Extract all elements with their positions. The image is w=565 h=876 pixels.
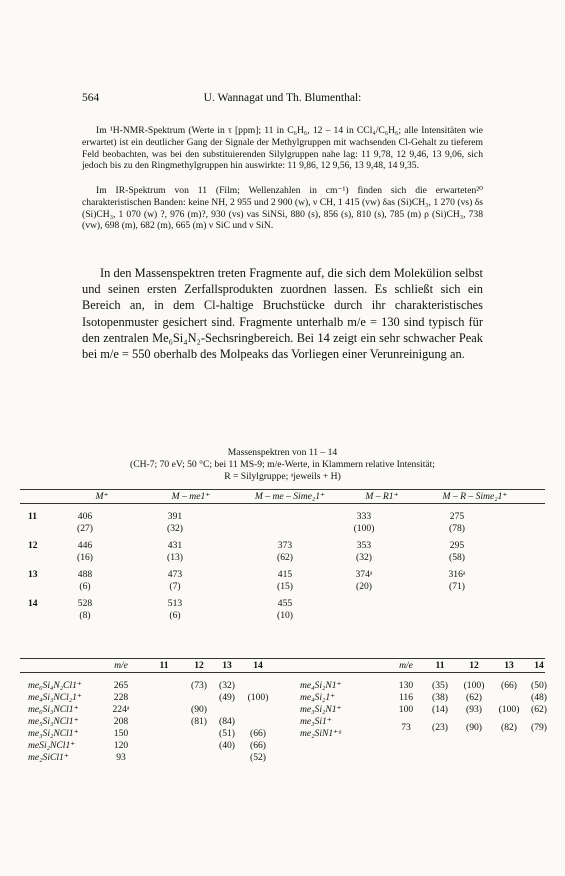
table2-left-fragment: me₅Si₃NCl1⁺	[28, 716, 79, 727]
table2-right-value: (23)	[432, 722, 448, 733]
table2-right-value: (50)	[531, 680, 547, 691]
running-head: U. Wannagat und Th. Blumenthal:	[203, 92, 362, 104]
table1-row-id: 14	[28, 598, 38, 609]
table2-left-me: 224ᵃ	[112, 704, 130, 715]
table2-right-value: (100)	[463, 680, 485, 691]
table1-intensity: (10)	[277, 610, 293, 621]
table1-header: M – me1⁺	[171, 491, 211, 502]
table2-right-value: (90)	[466, 722, 482, 733]
table1-header-rule	[20, 503, 545, 504]
table2-right-value: (38)	[432, 692, 448, 703]
ms-paragraph: In den Massenspektren treten Fragmente auf, die sich dem Molekülion selbst und seinen ersten Zerfallsprodukten zuordnen lassen. Es schließt sich ein Bereich an, in dem Cl-haltige Bruchstücke durch ihr charakteristisches Isotopenmuster gesichert sind. Fragmente unterhalb m/e = 130 sind typisch für den zentralen Me₆Si₄N₂-Sechsringbereich. Bei 14 zeigt ein sehr schwacher Peak bei m/e = 550 oberhalb des Molpeaks das Vorliegen einer Verunreinigung an.	[82, 266, 483, 362]
table2-right-value: (82)	[501, 722, 517, 733]
table2-left-value: (32)	[219, 680, 235, 691]
table2-left-header: 11	[159, 660, 169, 671]
table2-right-header: m/e	[399, 660, 413, 671]
table2-right-fragment: me₃Si1⁺	[300, 716, 332, 727]
table1-intensity: (16)	[77, 552, 93, 563]
table1-row-id: 13	[28, 569, 38, 580]
table2-right-fragment: me₃Si₂N1⁺	[300, 704, 342, 715]
table2-right-me: 116	[398, 692, 414, 703]
table2-right-me: 73	[401, 722, 411, 733]
table1-value: 333	[356, 511, 372, 522]
table2-right-fragment: me₂SiN1⁺ᵃ	[300, 728, 343, 739]
table1-value: 295	[449, 540, 465, 551]
table2-right-value: (62)	[531, 704, 547, 715]
table2-left-fragment: me₄Si₃NCl₂1⁺	[28, 692, 82, 703]
table2-right-fragment: me₄Si₂1⁺	[300, 692, 336, 703]
table1-value: 406	[77, 511, 93, 522]
table2-right-value: (48)	[531, 692, 547, 703]
table1-value: 488	[77, 569, 93, 580]
running-header	[82, 92, 483, 106]
table2-header-rule	[20, 672, 545, 673]
table2-right-header: 14	[534, 660, 544, 671]
table1-intensity: (20)	[356, 581, 372, 592]
table2-left-me: 150	[113, 728, 129, 739]
table2-left-header: 14	[253, 660, 263, 671]
table1-value: 513	[167, 598, 183, 609]
table2-left-header: m/e	[114, 660, 128, 671]
table1-row-id: 12	[28, 540, 38, 551]
table2-left-me: 208	[113, 716, 129, 727]
table2-right-value: (35)	[432, 680, 448, 691]
table1-intensity: (32)	[356, 552, 372, 563]
table1-intensity: (100)	[353, 523, 375, 534]
table1-value: 473	[167, 569, 183, 580]
table2-left-header: 12	[194, 660, 204, 671]
table2-left-fragment: meSi₂NCl1⁺	[28, 740, 76, 751]
table1-value: 391	[167, 511, 183, 522]
table1-header: M – R – Sime₂1⁺	[442, 491, 508, 502]
table2-right-value: (66)	[501, 680, 517, 691]
table1-value: 275	[449, 511, 465, 522]
table2-right-me: 100	[398, 704, 414, 715]
table2-left-value: (100)	[247, 692, 269, 703]
table1-value: 373	[277, 540, 293, 551]
table1-value: 431	[167, 540, 183, 551]
table2-left-me: 93	[116, 752, 126, 763]
table1-value: 446	[77, 540, 93, 551]
table2-left-header: 13	[222, 660, 232, 671]
table1-top-rule	[20, 489, 545, 490]
table2-right-value: (79)	[531, 722, 547, 733]
table2-right-header: 11	[435, 660, 445, 671]
table2-left-value: (73)	[191, 680, 207, 691]
table1-intensity: (58)	[449, 552, 465, 563]
table2-left-value: (49)	[219, 692, 235, 703]
table2-left-value: (84)	[219, 716, 235, 727]
table2-left-me: 120	[113, 740, 129, 751]
table1-intensity: (62)	[277, 552, 293, 563]
table2-left-value: (52)	[250, 752, 266, 763]
table2-left-fragment: me₃Si₂NCl1⁺	[28, 728, 79, 739]
caption-line-3: R = Silylgruppe; ᵃjeweils + H)	[224, 470, 341, 482]
table1-value: 374ᵃ	[355, 569, 373, 580]
table1-intensity: (71)	[449, 581, 465, 592]
table2-left-me: 228	[113, 692, 129, 703]
table1-intensity: (7)	[169, 581, 181, 592]
table1-intensity: (15)	[277, 581, 293, 592]
table1-value: 455	[277, 598, 293, 609]
table2-left-fragment: me₂SiCl1⁺	[28, 752, 69, 763]
table2-left-value: (40)	[219, 740, 235, 751]
table2-left-value: (66)	[250, 740, 266, 751]
table2-right-value: (62)	[466, 692, 482, 703]
table2-left-fragment: me₆Si₃NCl1⁺	[28, 704, 79, 715]
table2-left-value: (90)	[191, 704, 207, 715]
table1-value: 528	[77, 598, 93, 609]
table2-left-value: (81)	[191, 716, 207, 727]
table1-intensity: (32)	[167, 523, 183, 534]
table2-right-me: 130	[398, 680, 414, 691]
table1-row-id: 11	[28, 511, 38, 522]
table2-left-value: (66)	[250, 728, 266, 739]
table2-right-fragment: me₄Si₂N1⁺	[300, 680, 342, 691]
table1-header: M⁺	[95, 491, 109, 502]
table2-left-value: (51)	[219, 728, 235, 739]
table2-left-me: 265	[113, 680, 129, 691]
ir-paragraph: Im IR-Spektrum von 11 (Film; Wellenzahlen in cm⁻¹) finden sich die erwarteten²⁰ charakteristischen Banden: keine NH, 2 955 und 2 900 (w), ν CH, 1 415 (vw) δas (Si)CH₃, 1 270 (vs) δs (Si)CH₃, 1 070 (w) ?, 976 (m)?, 930 (vs) νas SiNSi, 880 (s), 856 (s), 810 (s), 785 (m) ρ (Si)CH₃, 738 (vw), 698 (m), 682 (m), 665 (m) ν SiC und ν SiN.	[82, 185, 483, 232]
table1-intensity: (8)	[79, 610, 91, 621]
table2-right-header: 12	[469, 660, 479, 671]
table2-right-value: (93)	[466, 704, 482, 715]
table1-header: M – R1⁺	[365, 491, 399, 502]
table1-intensity: (13)	[167, 552, 183, 563]
table2-right-value: (100)	[498, 704, 520, 715]
table1-intensity: (6)	[169, 610, 181, 621]
caption-line-1: Massenspektren von 11 – 14	[227, 447, 338, 458]
table1-value: 353	[356, 540, 372, 551]
page-number: 564	[82, 92, 100, 104]
table1-intensity: (78)	[449, 523, 465, 534]
table1-header: M – me – Sime₂1⁺	[254, 491, 326, 502]
table1-intensity: (6)	[79, 581, 91, 592]
caption-line-2: (CH-7; 70 eV; 50 °C; bei 11 MS-9; m/e-Werte, in Klammern relative Intensität;	[130, 458, 435, 470]
table2-top-rule	[20, 658, 545, 659]
table1-value: 316ᵃ	[448, 569, 466, 580]
table2-left-fragment: me₆Si₄N₂Cl1⁺	[28, 680, 82, 691]
nmr-paragraph: Im ¹H-NMR-Spektrum (Werte in τ [ppm]; 11 in C₆H₆, 12 – 14 in CCl₄/C₆H₆; alle Intensitäten wie erwartet) ist ein deutlicher Gang der Signale der Methylgruppen mit wachsenden Cl-Gehalt zu tieferem Feld beobachten, was bei den substituierenden Silylgruppen nahe lag: 11 9,78, 12 9,46, 13 9,06, sich jedoch bis zu den Ringmethylgruppen hin auswirkte: 11 9,86, 12 9,56, 13 9,48, 14 9,35.	[82, 125, 483, 172]
table1-value: 415	[277, 569, 293, 580]
table-caption	[60, 447, 505, 482]
table2-right-header: 13	[504, 660, 514, 671]
table2-right-value: (14)	[432, 704, 448, 715]
table1-intensity: (27)	[77, 523, 93, 534]
